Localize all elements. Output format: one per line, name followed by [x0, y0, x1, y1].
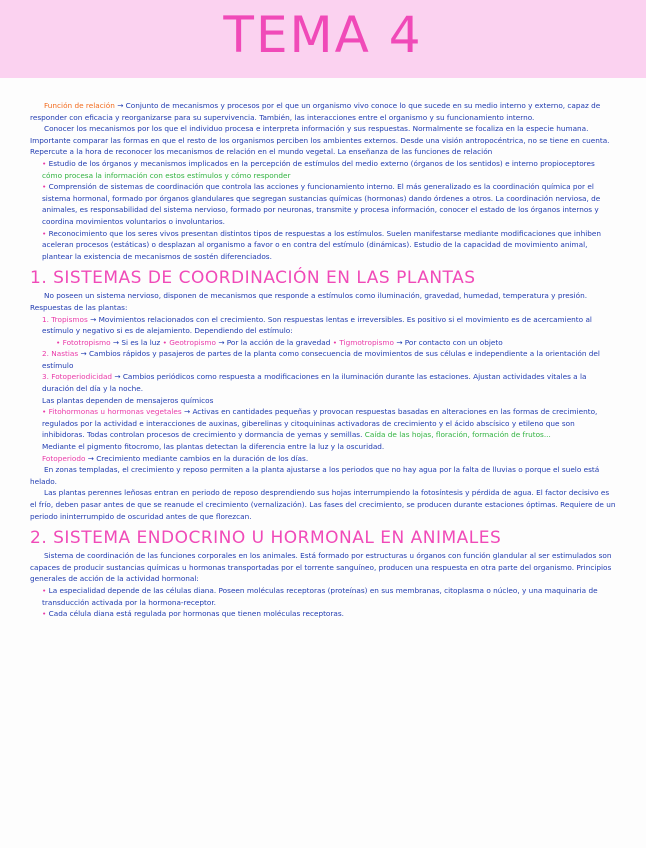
section-2-bullet-2-text: Cada célula diana está regulada por hormonas que tienen moléculas receptoras.: [48, 609, 344, 619]
bullet-dot-icon: •: [42, 609, 47, 619]
bullet-dot-icon: •: [56, 337, 61, 347]
tigmotropismo-label: Tigmotropismo: [339, 337, 394, 347]
tropismo-types: [30, 337, 616, 349]
fotoperiodo-text: → Crecimiento mediante cambios en la duración de los días.: [87, 453, 309, 463]
notes-body: [30, 100, 616, 620]
section-1-intro: No poseen un sistema nervioso, disponen de mecanismos que responde a estímulos como iluminación, gravedad, humedad, temperatura y presión. Respuestas de las plantas:: [30, 291, 588, 312]
fotoperiodicidad-item: [30, 371, 616, 394]
section-2-intro: Sistema de coordinación de las funciones corporales en los animales. Está formado por estructuras u órganos con función glandular al ser estimulados son capaces de producir sustancias químicas u hormonas transportadas por el torrente sanguíneo, producen una respuesta en otra parte del organismo. Principios generales de acción de la actividad hormonal:: [30, 551, 612, 584]
mensajeros-quimicos: Las plantas dependen de mensajeros químicos: [42, 395, 214, 405]
geotropismo-label: Geotropismo: [169, 337, 217, 347]
section-1-heading: 1. SISTEMAS DE COORDINACIÓN EN LAS PLANTAS: [30, 268, 476, 289]
term-funcion-relacion: Función de relación: [44, 101, 115, 110]
tropismos-text: → Movimientos relacionados con el crecimiento. Son respuestas lentas e irreversibles. Es positivo si el movimiento es de acercamiento al estímulo y negativo si es de alejamiento. Dependiendo del estímulo:: [42, 314, 592, 336]
fotoperiodicidad-label: 3. Fotoperiodicidad: [42, 372, 113, 382]
fitohormonas-green: Caída de las hojas, floración, formación de frutos...: [364, 430, 551, 440]
bullet-dot-icon: •: [42, 407, 47, 417]
tropismos-item: [30, 314, 616, 337]
section-2-bullet-1: [30, 585, 616, 608]
intro-paragraph-1: [30, 100, 616, 123]
tropismos-label: 1. Tropismos: [42, 314, 88, 324]
section-2-bullet-2: [30, 608, 616, 620]
bullet-dot-icon: •: [42, 182, 47, 192]
fitohormonas-label: Fitohormonas u hormonas vegetales: [48, 407, 182, 417]
nastias-item: [30, 348, 616, 371]
page-title: TEMA 4: [223, 6, 423, 64]
fotoperiodicidad-text: → Cambios periódicos como respuesta a modificaciones en la iluminación durante las estaciones. Ajustan actividades vitales a la duración del día y la noche.: [42, 372, 587, 394]
intro-bullet-3-text: Reconocimiento que los seres vivos presentan distintos tipos de respuestas a los estímulos. Suelen manifestarse mediante modificaciones que inhiben aceleran procesos (estáticas) o desplazan al organismo a favor o en contra del estímulo (dinámicas). Estudio de la capacidad de movimiento animal, plantear la existencia de mecanismos de sostén diferenciados.: [42, 228, 601, 261]
bullet-dot-icon: •: [42, 585, 47, 595]
fotoperiodo-label: Fotoperiodo: [42, 453, 86, 463]
title-banner: [0, 0, 646, 78]
section-2-heading: 2. SISTEMA ENDOCRINO U HORMONAL EN ANIMALES: [30, 528, 502, 549]
tigmotropismo-text: → Por contacto con un objeto: [396, 337, 503, 347]
intro-p1-text: → Conjunto de mecanismos y procesos por el que un organismo vivo conoce lo que sucede en su medio interno y externo, capaz de responder con eficacia y reorganizarse para su supervivencia. También, las interacciones entre el organismo y su funcionamiento interno.: [30, 101, 601, 122]
intro-bullet-2-text: Comprensión de sistemas de coordinación que controla las acciones y funcionamiento interno. El más generalizado es la coordinación química por el sistema hormonal, formado por órganos glandulares que segregan sustancias químicas (hormonas) dando órdenes a otros. La coordinación nerviosa, de animales, es responsabilidad del sistema nervioso, formado por neuronas, transmite y procesa información, conocer el estado de los órganos internos y coordina movimientos voluntarios o involuntarios.: [42, 182, 601, 226]
bullet-dot-icon: •: [332, 337, 337, 347]
intro-paragraph-2: Conocer los mecanismos por los que el individuo procesa e interpreta información y sus respuestas. Normalmente se focaliza en la especie humana. Importante comparar las formas en que el resto de los organismos perciben los ambientes externos. Desde una visión antropocéntrica, no se tiene en cuenta. Repercute a la hora de reconocer los mecanismos de relación en el mundo vegetal. La enseñanza de las funciones de relación: [30, 124, 610, 157]
bullet-dot-icon: •: [42, 158, 47, 168]
plantas-perennes-paragraph: Las plantas perennes leñosas entran en periodo de reposo desprendiendo sus hojas interrumpiendo la fotosíntesis y pérdida de agua. El factor decisivo es el frío, deben pasar antes de que se reanude el crecimiento (vernalización). Las fases del crecimiento, se producen durante estaciones óptimas. Requiere de un periodo ininterrumpido de oscuridad antes de que florezcan.: [30, 488, 616, 521]
fitohormonas-item: [30, 406, 616, 441]
geotropismo-text: → Por la acción de la gravedad: [218, 337, 331, 347]
intro-bullet-1: [30, 158, 616, 181]
fototropismo-label: Fototropismo: [62, 337, 111, 347]
intro-bullet-1-text: Estudio de los órganos y mecanismos implicados en la percepción de estímulos del medio externo (órganos de los sentidos) e interno propioceptores: [48, 158, 595, 168]
fitocromo-paragraph: Mediante el pigmento fitocromo, las plantas detectan la diferencia entre la luz y la oscuridad.: [42, 442, 385, 452]
zonas-templadas-paragraph: En zonas templadas, el crecimiento y reposo permiten a la planta ajustarse a los periodos que no hay agua por la falta de lluvias o porque el suelo está helado.: [30, 465, 600, 486]
intro-bullet-2: [30, 181, 616, 227]
intro-bullet-3: [30, 228, 616, 263]
fotoperiodo-item: [30, 453, 616, 465]
nastias-text: → Cambios rápidos y pasajeros de partes de la planta como consecuencia de movimientos de sus células e independiente a la orientación del estímulo: [42, 349, 600, 370]
fitohormonas-text: → Activas en cantidades pequeñas y provocan respuestas basadas en alteraciones en las formas de crecimiento, regulados por la actividad e interacciones de auxinas, giberelinas y citoquininas activadoras de crecimiento y el ácido abscísico y etileno que son inhibidoras. Todas controlan procesos de crecimiento y dormancia de yemas y semillas.: [42, 407, 598, 440]
bullet-dot-icon: •: [42, 228, 47, 238]
bullet-dot-icon: •: [162, 337, 167, 347]
fototropismo-text: → Si es la luz: [112, 337, 161, 347]
nastias-label: 2. Nastias: [42, 349, 79, 359]
intro-bullet-1-green: cómo procesa la información con estos estímulos y cómo responder: [42, 170, 291, 180]
section-2-bullet-1-text: La especialidad depende de las células diana. Poseen moléculas receptoras (proteínas) en sus membranas, citoplasma o núcleo, y una maquinaria de transducción activada por la hormona-receptor.: [42, 585, 598, 607]
